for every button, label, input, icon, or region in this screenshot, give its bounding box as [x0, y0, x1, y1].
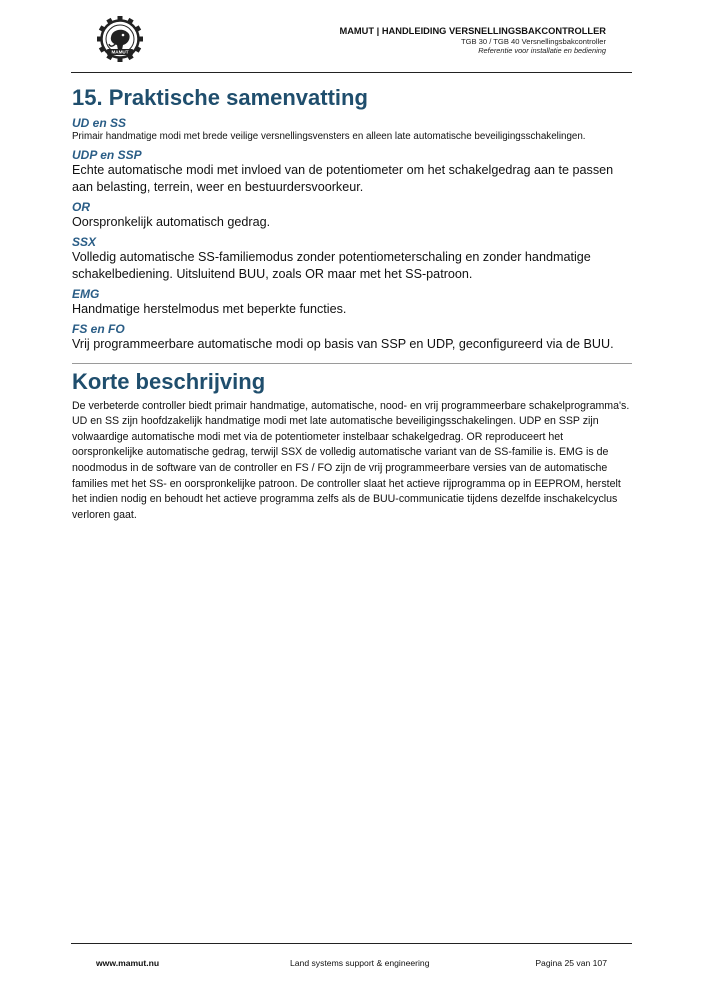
- mode-description: Handmatige herstelmodus met beperkte functies.: [72, 302, 347, 317]
- mode-description: Primair handmatige modi met brede veilige versnellingsvensters en alleen late automatische beveiligingsschakelingen.: [72, 130, 586, 142]
- header-subtitle: TGB 30 / TGB 40 Versnellingsbakcontroller: [460, 36, 606, 46]
- mode-name: EMG: [72, 286, 100, 301]
- subsection-title: Korte beschrijving: [72, 369, 266, 395]
- header-divider: [71, 72, 632, 73]
- mode-description: Oorspronkelijk automatisch gedrag.: [72, 215, 271, 230]
- mode-item: [72, 148, 632, 196]
- footer-center-text: Land systems support & engineering: [290, 958, 430, 968]
- logo-text: MAMUT: [111, 49, 129, 55]
- mode-item: [72, 116, 632, 145]
- mode-name: UD en SS: [72, 115, 127, 130]
- footer-divider: [71, 943, 632, 944]
- mode-item: [72, 235, 632, 283]
- short-description: De verbeterde controller biedt primair handmatige, automatische, nood- en vrij programmeerbare schakelprogramma's. UD en SS zijn hoofdzakelijk handmatige modi met late automatische beveiligingsschakelingen. UDP en SSP zijn volwaardige automatische modi met via de potentiometer instelbaar schakelgedrag. OR reproduceert het oorspronkelijke automatische gedrag, terwijl SSX de volledig automatische variant van de SS-familie is. EMG is de noodmodus in de software van de controller en FS / FO zijn de vrij programmeerbare versies van de automatische families met het SS- en oorspronkelijke patroon. De controller slaat het actieve rijprogramma op in EEPROM, herstelt het indien nodig en behoudt het actieve programma zelfs als de BUU-communicatie tijdens dezelfde inschakelcyclus verloren gaat.: [72, 399, 630, 521]
- page-content: [72, 84, 632, 523]
- mode-description: Echte automatische modi met invloed van de potentiometer om het schakelgedrag aan te passen aan belasting, terrein, weer en bestuurdersvoorkeur.: [72, 163, 614, 195]
- page-number: Pagina 25 van 107: [535, 958, 607, 968]
- mode-name: SSX: [72, 235, 97, 250]
- section-title: 15. Praktische samenvatting: [72, 85, 368, 110]
- mode-name: UDP en SSP: [72, 148, 142, 163]
- mode-item: [72, 287, 632, 318]
- header-title: MAMUT | HANDLEIDING VERSNELLINGSBAKCONTROLLER: [339, 26, 606, 36]
- page-header: [339, 26, 606, 56]
- section-divider: [72, 363, 632, 364]
- mode-item: [72, 322, 632, 353]
- footer-website[interactable]: www.mamut.nu: [96, 958, 160, 968]
- mode-description: Volledig automatische SS-familiemodus zonder potentiometerschaling en zonder handmatige schakelbediening. Uitsluitend BUU, zoals OR maar met het SS-patroon.: [72, 250, 591, 282]
- mode-name: FS en FO: [72, 322, 125, 337]
- mode-item: [72, 200, 632, 231]
- header-tagline: Referentie voor installatie en bediening: [478, 46, 606, 56]
- mode-name: OR: [72, 199, 90, 214]
- mamut-logo: [94, 16, 146, 62]
- gear-icon: [94, 16, 146, 62]
- mode-description: Vrij programmeerbare automatische modi op basis van SSP en UDP, geconfigureerd via de BUU.: [72, 337, 614, 352]
